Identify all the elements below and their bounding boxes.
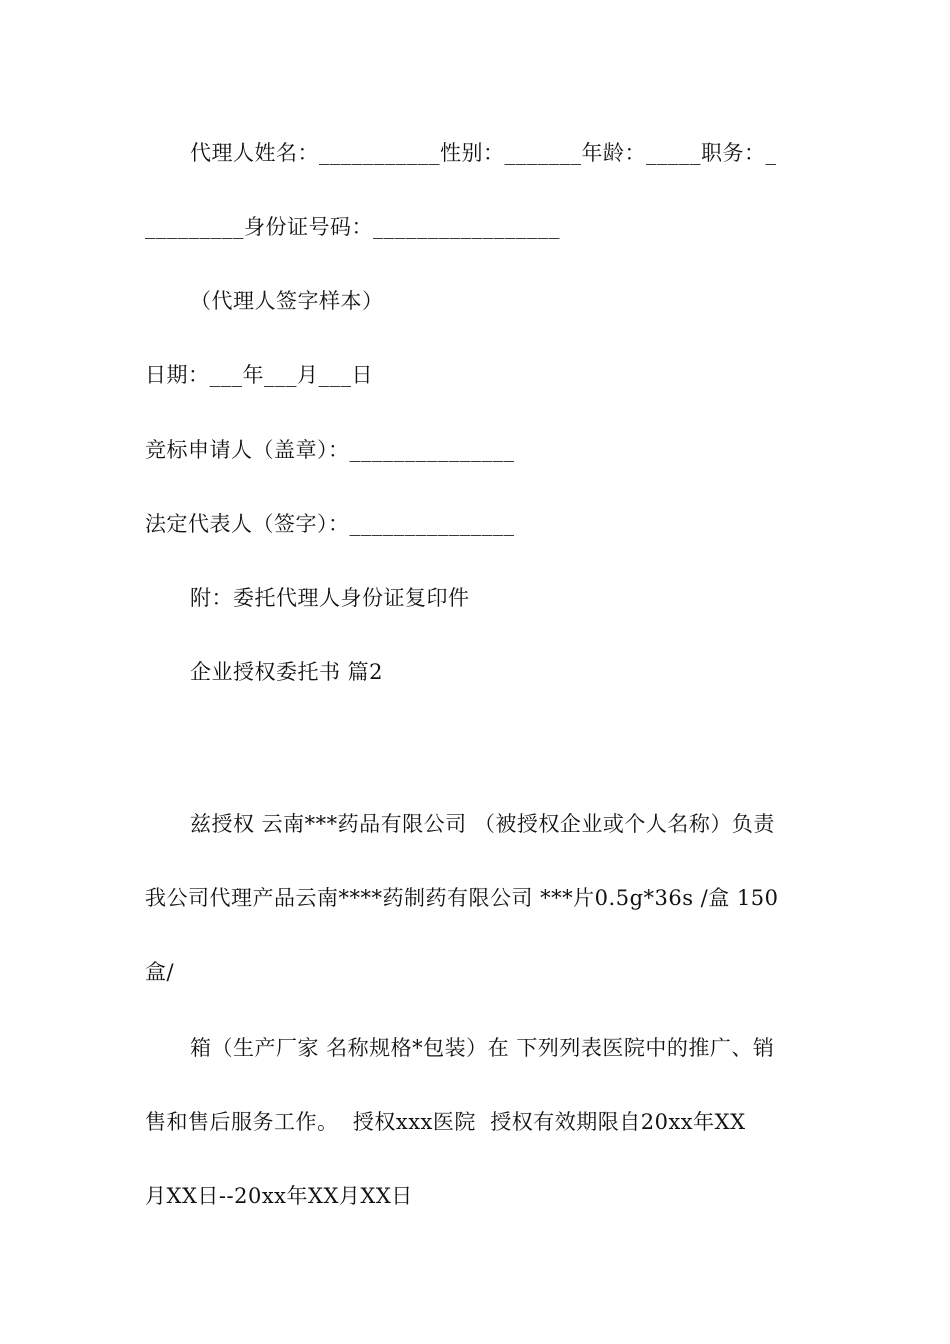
date-line: 日期：___年___月___日	[145, 363, 373, 387]
attachment-note: 附：委托代理人身份证复印件	[190, 586, 470, 610]
paragraph-line: 盒/	[145, 960, 175, 984]
applicant-seal-line: 竞标申请人（盖章）：_______________	[145, 438, 515, 462]
signature-sample-label: （代理人签字样本）	[190, 289, 384, 313]
legal-representative-line: 法定代表人（签字）：_______________	[145, 512, 515, 536]
section-heading: 企业授权委托书 篇2	[190, 660, 384, 684]
paragraph-line: 售和售后服务工作。 授权xxx医院 授权有效期限自20xx年XX	[145, 1110, 746, 1134]
id-number-line: _________身份证号码：_________________	[145, 215, 560, 239]
paragraph-line: 箱（生产厂家 名称规格*包装）在 下列列表医院中的推广、销	[190, 1036, 775, 1060]
paragraph-line: 我公司代理产品云南****药制药有限公司 ***片0.5g*36s /盒 150	[145, 886, 779, 910]
paragraph-line: 月XX日--20xx年XX月XX日	[145, 1184, 413, 1208]
paragraph-line: 兹授权 云南***药品有限公司 （被授权企业或个人名称）负责	[190, 812, 775, 836]
agent-info-line: 代理人姓名：___________性别：_______年龄：_____职务：_	[190, 141, 777, 165]
